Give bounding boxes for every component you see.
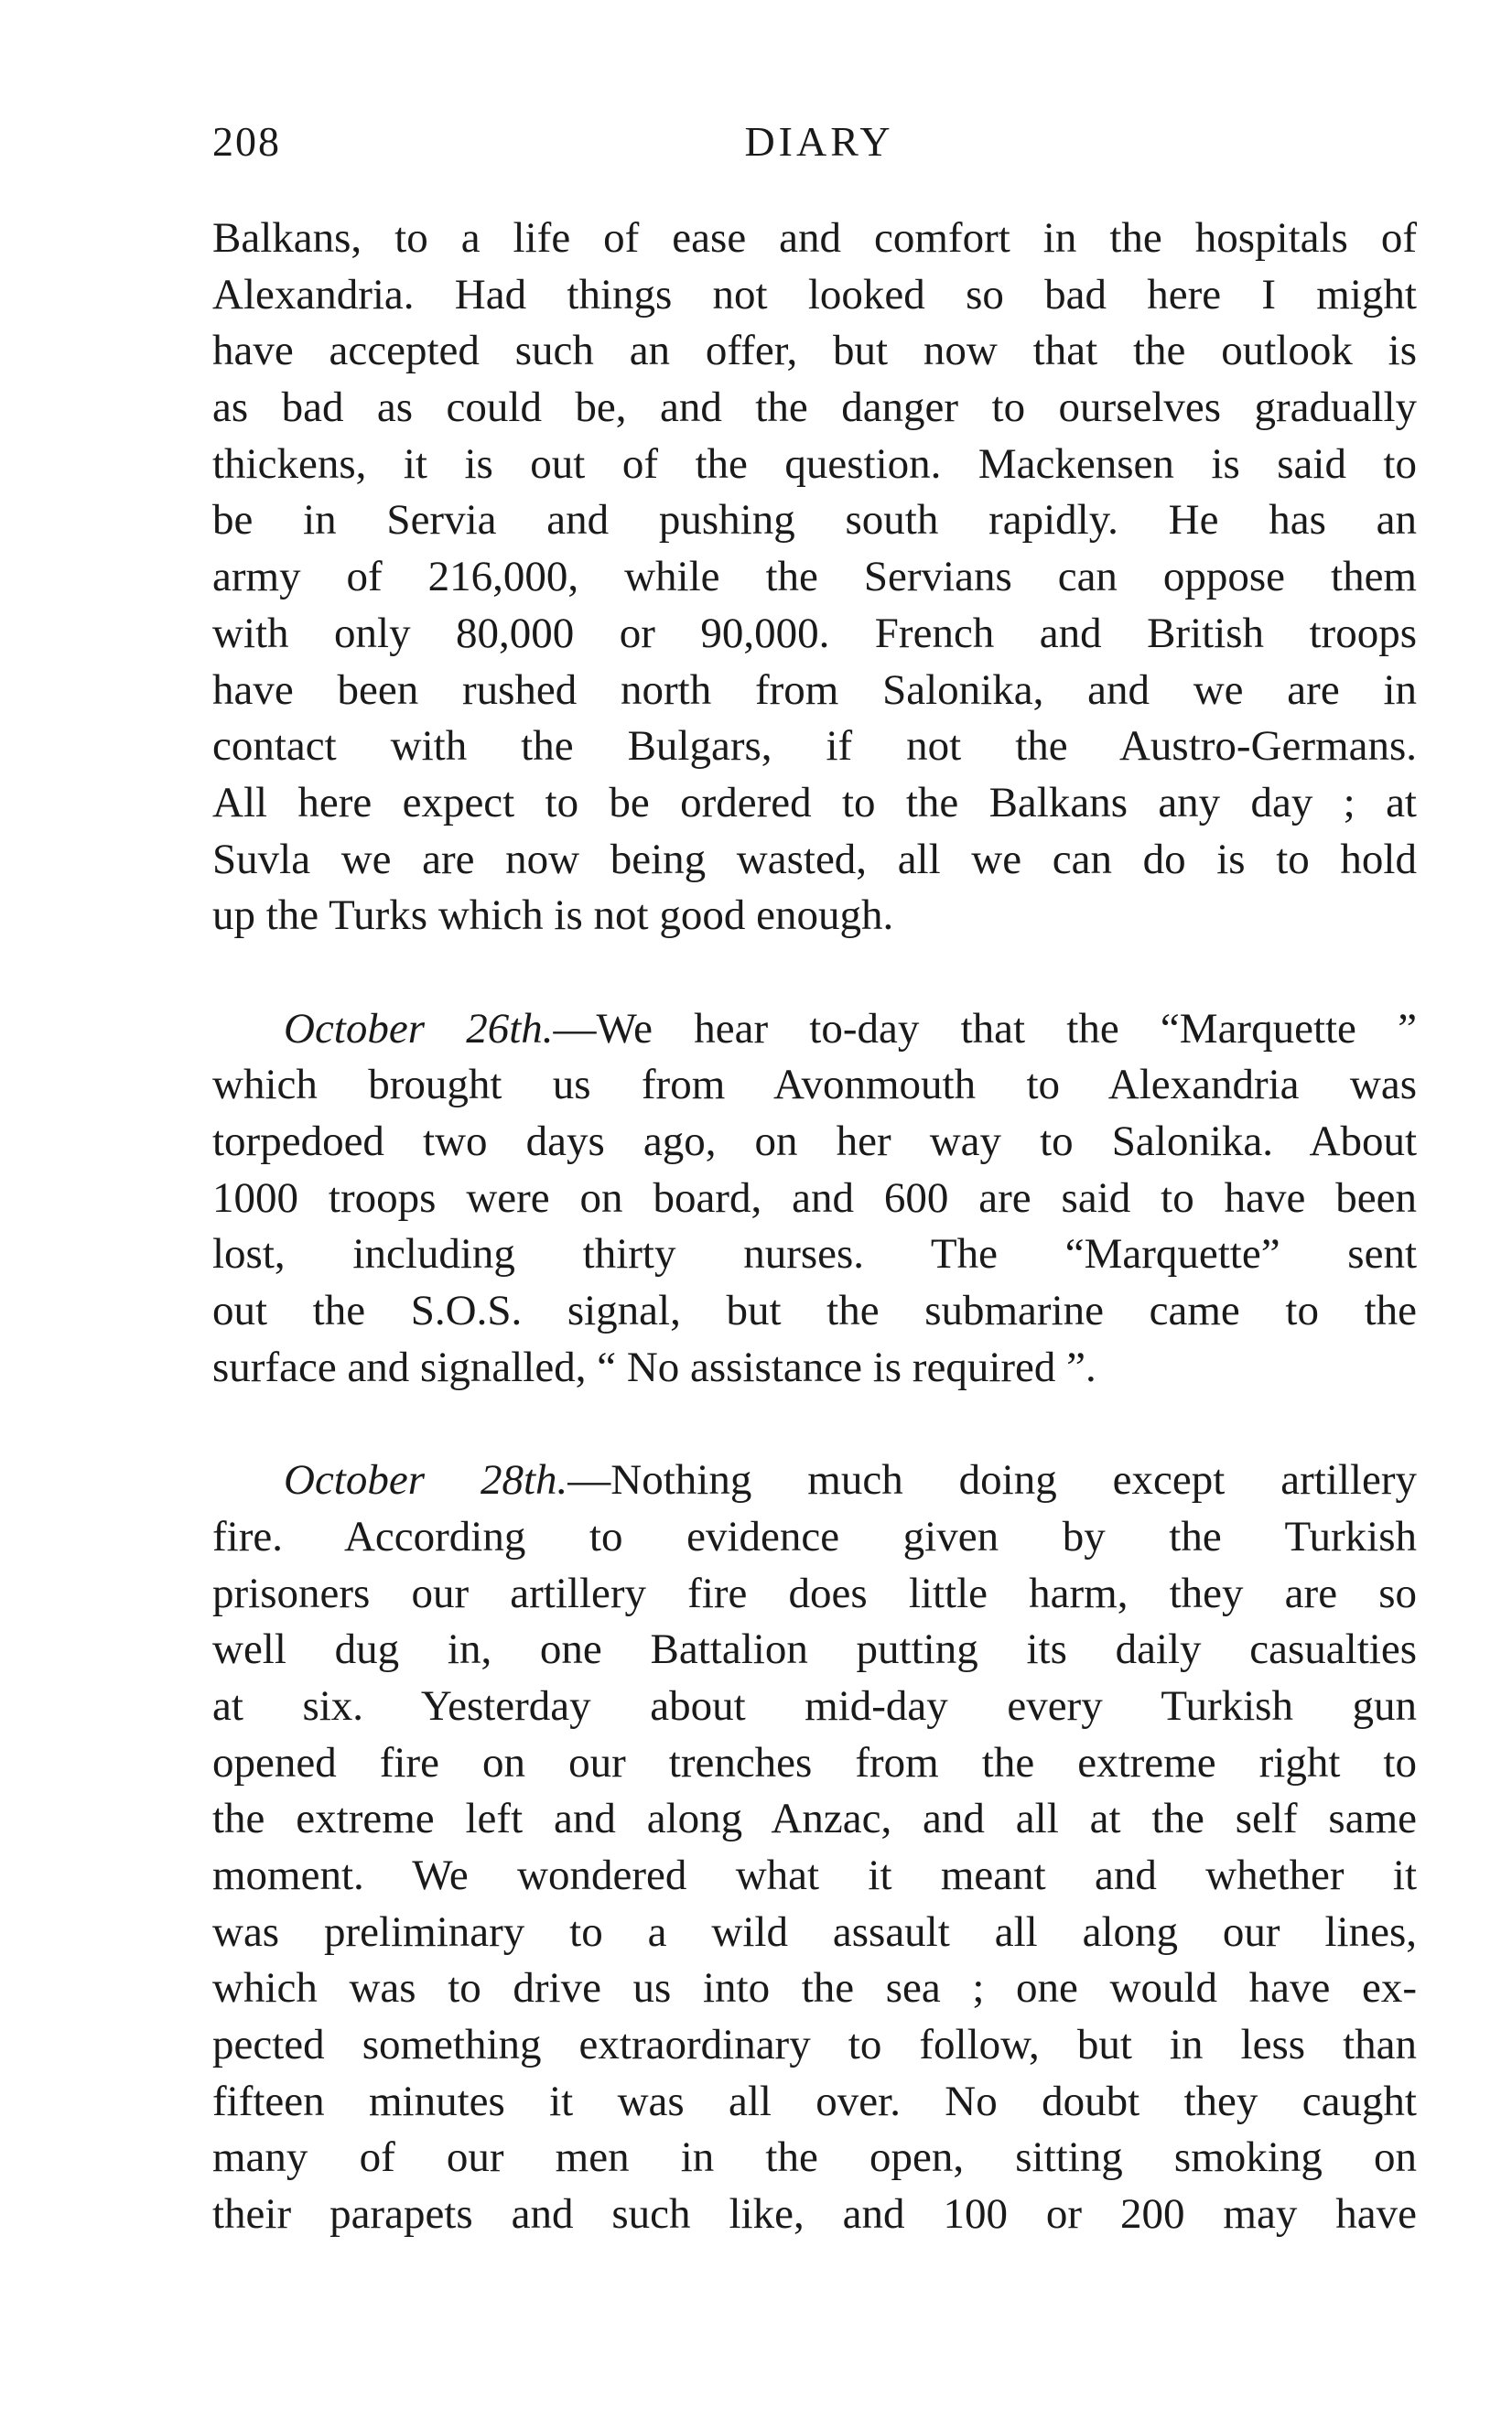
line-text: have been rushed north from Salonika, and we are in <box>212 665 1417 714</box>
text-line <box>212 1566 1417 1623</box>
text-line <box>212 1453 1417 1509</box>
text-line <box>212 1226 1417 1283</box>
line-text: as bad as could be, and the danger to ourselves gradually <box>212 383 1417 432</box>
line-text: Suvla we are now being wasted, all we can do is to hold <box>212 835 1417 883</box>
text-line <box>212 267 1417 324</box>
text-line <box>212 606 1417 663</box>
line-text: thickens, it is out of the question. Mackensen is said to <box>212 439 1417 488</box>
text-line <box>212 1114 1417 1171</box>
text-line <box>212 888 1417 945</box>
text-line <box>212 1001 1417 1058</box>
text-line <box>212 211 1417 267</box>
text-line <box>212 549 1417 606</box>
line-text: which brought us from Avonmouth to Alexandria was <box>212 1061 1417 1109</box>
text-line <box>212 1960 1417 2017</box>
text-line <box>212 663 1417 719</box>
text-line <box>212 1622 1417 1679</box>
line-text: army of 216,000, while the Servians can oppose them <box>212 553 1417 601</box>
line-text: prisoners our artillery fire does little harm, they are so <box>212 1569 1417 1617</box>
line-text: —We hear to-day that the “Marquette ” <box>553 1004 1417 1053</box>
line-text: All here expect to be ordered to the Balkans any day ; at <box>212 778 1417 826</box>
page-body <box>212 211 1417 2299</box>
line-text: opened fire on our trenches from the extreme right to <box>212 1738 1417 1787</box>
text-line <box>212 2130 1417 2187</box>
entry-date: October 28th. <box>284 1456 568 1505</box>
line-text: Balkans, to a life of ease and comfort in the hospitals of <box>212 214 1417 262</box>
text-line <box>212 437 1417 493</box>
line-text: Alexandria. Had things not looked so bad here I might <box>212 270 1417 319</box>
line-text: lost, including thirty nurses. The “Marquette” sent <box>212 1230 1417 1279</box>
paragraph <box>212 1001 1417 1397</box>
line-text: their parapets and such like, and 100 or 200 may have <box>212 2190 1417 2239</box>
line-text: moment. We wondered what it meant and whether it <box>212 1851 1417 1899</box>
text-line <box>212 1283 1417 1340</box>
line-text: well dug in, one Battalion putting its daily casualties <box>212 1625 1417 1674</box>
text-line <box>212 1679 1417 1735</box>
line-text: many of our men in the open, sitting smoking on <box>212 2133 1417 2182</box>
line-text: be in Servia and pushing south rapidly. He has an <box>212 496 1417 545</box>
line-text: have accepted such an offer, but now that the outlook is <box>212 327 1417 375</box>
text-line <box>212 1057 1417 1114</box>
text-line <box>212 2017 1417 2074</box>
text-line <box>212 1509 1417 1566</box>
paragraph <box>212 211 1417 945</box>
text-line <box>212 1171 1417 1227</box>
running-title: DIARY <box>744 118 894 165</box>
text-line <box>212 1735 1417 1792</box>
line-text: —Nothing much doing except artillery <box>567 1456 1418 1505</box>
text-line <box>212 775 1417 832</box>
entry-date: October 26th. <box>284 1004 554 1053</box>
line-text: out the S.O.S. signal, but the submarine came to the <box>212 1287 1417 1335</box>
line-text: pected something extraordinary to follow, but in less than <box>212 2021 1417 2068</box>
line-text: up the Turks which is not good enough. <box>212 891 894 940</box>
line-text: was preliminary to a wild assault all along our lines, <box>212 1907 1417 1956</box>
paragraph <box>212 1453 1417 2243</box>
line-text: surface and signalled, “ No assistance is required ”. <box>212 1343 1096 1391</box>
line-text: at six. Yesterday about mid-day every Turkish gun <box>212 1681 1417 1730</box>
text-line <box>212 2187 1417 2243</box>
line-text: the extreme left and along Anzac, and all at the self same <box>212 1795 1417 1843</box>
text-line <box>212 380 1417 437</box>
line-text: fire. According to evidence given by the Turkish <box>212 1512 1417 1561</box>
line-text: with only 80,000 or 90,000. French and British troops <box>212 609 1417 657</box>
text-line <box>212 2074 1417 2131</box>
text-line <box>212 718 1417 775</box>
text-line <box>212 1791 1417 1848</box>
text-line <box>212 1848 1417 1905</box>
text-line <box>212 1905 1417 1961</box>
text-line <box>212 832 1417 889</box>
line-text: contact with the Bulgars, if not the Austro-Germans. <box>212 722 1417 771</box>
page-number: 208 <box>212 118 281 165</box>
text-line <box>212 492 1417 549</box>
line-text: 1000 troops were on board, and 600 are said to have been <box>212 1173 1417 1222</box>
text-line <box>212 1340 1417 1397</box>
line-text: torpedoed two days ago, on her way to Salonika. About <box>212 1118 1417 1165</box>
line-text: fifteen minutes it was all over. No doubt they caught <box>212 2077 1417 2125</box>
line-text: which was to drive us into the sea ; one would have ex- <box>212 1964 1417 2013</box>
text-line <box>212 323 1417 380</box>
